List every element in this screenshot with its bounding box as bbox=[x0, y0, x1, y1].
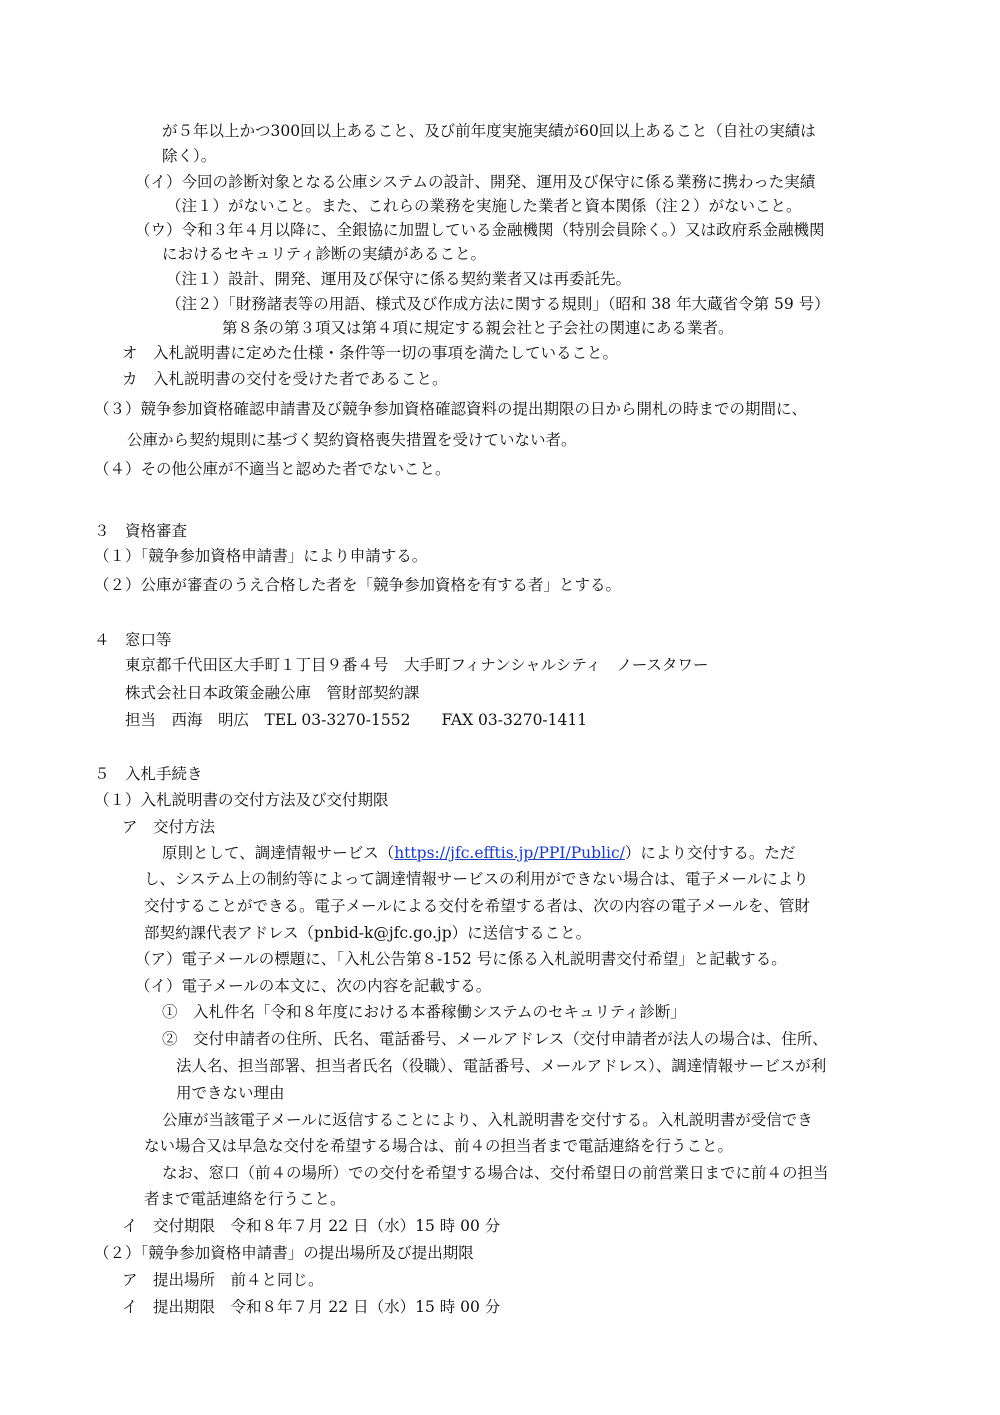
paragraph-4: （４）その他公庫が不適当と認めた者でないこと。 bbox=[94, 460, 451, 478]
section-5-heading: ５ 入札手続き bbox=[94, 765, 203, 783]
section-5-paragraph-2-heading: （２）「競争参加資格申請書」の提出場所及び提出期限 bbox=[94, 1244, 474, 1262]
paragraph-3-cont: 公庫から契約規則に基づく契約資格喪失措置を受けていない者。 bbox=[127, 431, 577, 449]
contact-info: 担当 西海 明広 TEL 03-3270-1552 FAX 03-3270-1411 bbox=[125, 711, 588, 729]
delivery-method-text: 交付することができる。電子メールによる交付を希望する者は、次の内容の電子メールを、管財 bbox=[144, 897, 810, 915]
window-delivery-text: 者まで電話連絡を行うこと。 bbox=[144, 1190, 346, 1208]
email-item-2-cont: 用できない理由 bbox=[176, 1084, 285, 1102]
requirement-item-i: （イ）今回の診断対象となる公庫システムの設計、開発、運用及び保守に係る業務に携わった実績 bbox=[135, 173, 816, 191]
submission-deadline: イ 提出期限 令和８年７月 22 日（水）15 時 00 分 bbox=[122, 1298, 501, 1316]
delivery-method-text-post: ）により交付する。ただ bbox=[624, 844, 796, 862]
reply-text: ない場合又は早急な交付を希望する場合は、前４の担当者まで電話連絡を行うこと。 bbox=[144, 1137, 734, 1155]
note-1: （注１）設計、開発、運用及び保守に係る契約業者又は再委託先。 bbox=[166, 270, 632, 288]
email-item-2-cont: 法人名、担当部署、担当者氏名（役職）、電話番号、メールアドレス）、調達情報サービスが利 bbox=[176, 1057, 827, 1075]
paragraph-3: （３）競争参加資格確認申請書及び競争参加資格確認資料の提出期限の日から開札の時までの期間に、 bbox=[94, 400, 808, 418]
window-delivery-text: なお、窓口（前４の場所）での交付を希望する場合は、交付希望日の前営業日までに前４の担当 bbox=[162, 1164, 829, 1182]
delivery-method-heading: ア 交付方法 bbox=[122, 818, 216, 836]
email-body-instruction: （イ）電子メールの本文に、次の内容を記載する。 bbox=[135, 977, 492, 995]
delivery-method-text-pre: 原則として、調達情報サービス（ bbox=[162, 844, 395, 862]
delivery-method-text bbox=[162, 843, 795, 863]
requirement-text: が５年以上かつ300回以上あること、及び前年度実施実績が60回以上あること（自社の実績は bbox=[162, 122, 816, 140]
delivery-method-text: 部契約課代表アドレス（pnbid-k@jfc.go.jp）に送信すること。 bbox=[144, 924, 592, 942]
requirement-text: 除く）。 bbox=[162, 147, 217, 165]
email-item-2: ② 交付申請者の住所、氏名、電話番号、メールアドレス（交付申請者が法人の場合は、住所、 bbox=[162, 1030, 828, 1048]
delivery-method-text: し、システム上の制約等によって調達情報サービスの利用ができない場合は、電子メールにより bbox=[144, 870, 809, 888]
requirement-item-ka: カ 入札説明書の交付を受けた者であること。 bbox=[122, 370, 448, 388]
requirement-item-o: オ 入札説明書に定めた仕様・条件等一切の事項を満たしていること。 bbox=[122, 344, 619, 362]
section-4-heading: ４ 窓口等 bbox=[94, 631, 172, 649]
section-3-paragraph-1: （１）「競争参加資格申請書」により申請する。 bbox=[94, 547, 428, 565]
note-2: （注２）「財務諸表等の用語、様式及び作成方法に関する規則」（昭和 38 年大蔵省令第 59 号） bbox=[166, 295, 830, 313]
delivery-deadline: イ 交付期限 令和８年７月 22 日（水）15 時 00 分 bbox=[122, 1217, 501, 1235]
email-subject-instruction: （ア）電子メールの標題に、「入札公告第８-152 号に係る入札説明書交付希望」と記載する。 bbox=[135, 950, 787, 968]
section-3-heading: ３ 資格審査 bbox=[94, 522, 188, 540]
procurement-service-link[interactable]: https://jfc.efftis.jp/PPI/Public/ bbox=[394, 844, 625, 862]
requirement-item-i-cont: （注１）がないこと。また、これらの業務を実施した業者と資本関係（注２）がないこと。 bbox=[166, 197, 802, 215]
office-organization: 株式会社日本政策金融公庫 管財部契約課 bbox=[125, 684, 420, 702]
submission-place: ア 提出場所 前４と同じ。 bbox=[122, 1271, 324, 1289]
email-item-1: ① 入札件名「令和８年度における本番稼働システムのセキュリティ診断」 bbox=[162, 1003, 686, 1021]
reply-text: 公庫が当該電子メールに返信することにより、入札説明書を交付する。入札説明書が受信でき bbox=[162, 1111, 813, 1129]
office-address: 東京都千代田区大手町１丁目９番４号 大手町フィナンシャルシティ ノースタワー bbox=[125, 656, 709, 674]
note-2-cont: 第８条の第３項又は第４項に規定する親会社と子会社の関連にある業者。 bbox=[222, 319, 734, 337]
requirement-item-u: （ウ）令和３年４月以降に、全銀協に加盟している金融機関（特別会員除く。）又は政府系金融機関 bbox=[135, 221, 825, 239]
section-3-paragraph-2: （２）公庫が審査のうえ合格した者を「競争参加資格を有する者」とする。 bbox=[94, 576, 622, 594]
requirement-item-u-cont: におけるセキュリティ診断の実績があること。 bbox=[162, 245, 486, 263]
section-5-paragraph-1-heading: （１）入札説明書の交付方法及び交付期限 bbox=[94, 791, 389, 809]
